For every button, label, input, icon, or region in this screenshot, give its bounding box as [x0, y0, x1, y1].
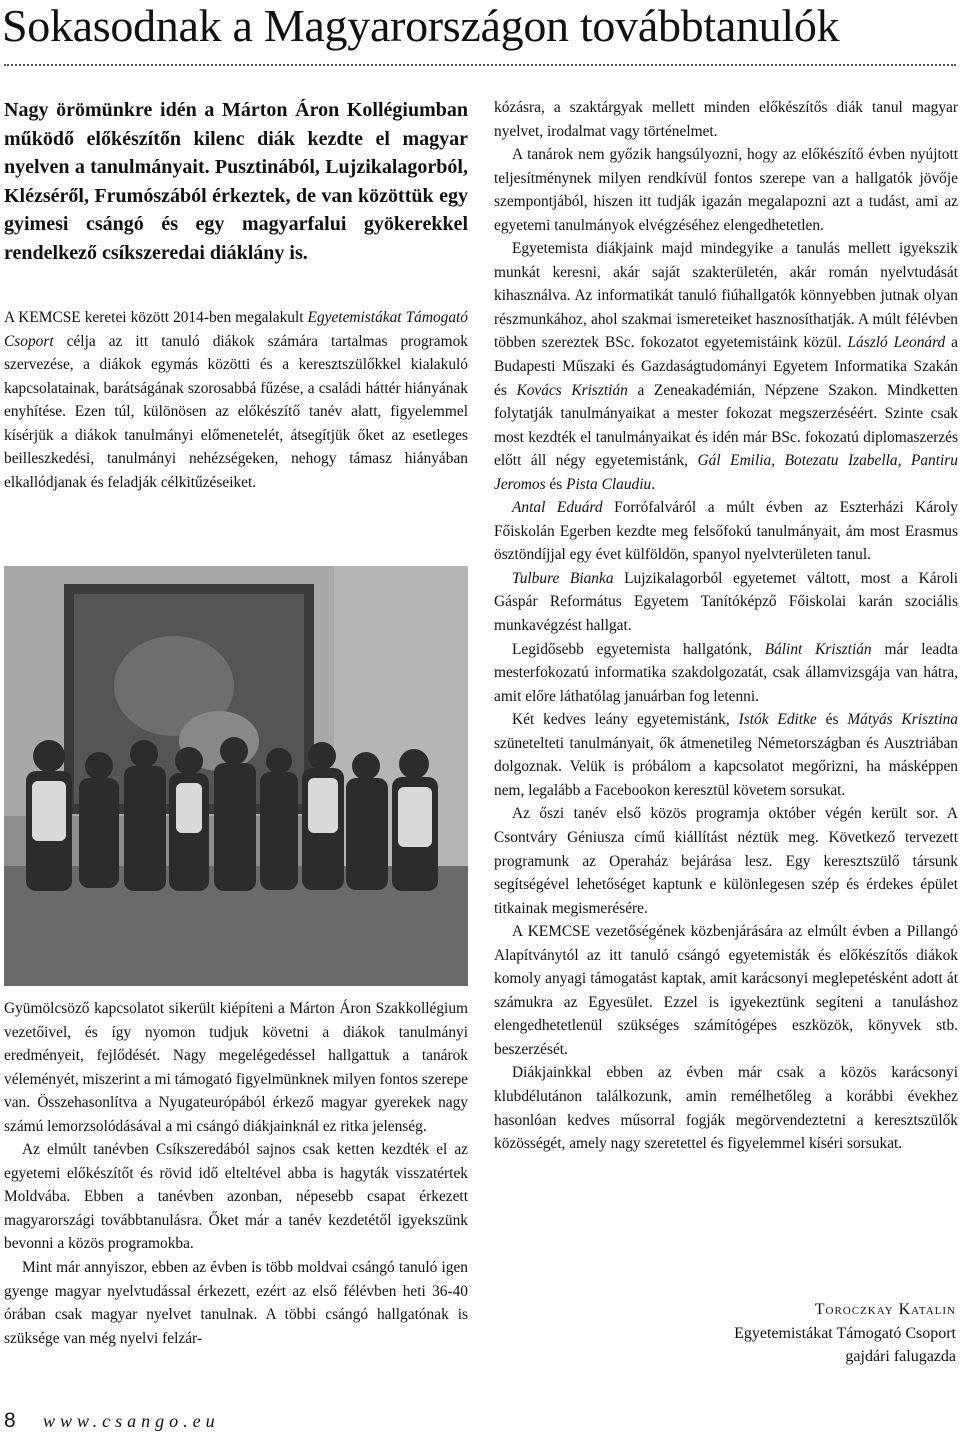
paragraph-r9: A KEMCSE vezetőségének közbenjárására az elmúlt évben a Pillangó Alapítványtól az itt tanuló csángó egyetemisták és előkészítős diákok komoly anyagi támogatást kaptak, amit karácsonyi meglepetésként adott át számukra az Egyesület. Ezzel is igyekeztünk segíteni a tanuláshoz elengedhetetlenül szükséges számítógépes eszközök, könyvek stb. beszerzését. — [494, 923, 958, 1058]
signature-block — [734, 1298, 956, 1369]
author-org: Egyetemistákat Támogató Csoport — [734, 1324, 956, 1342]
website-url: www.csango.eu — [42, 1411, 220, 1431]
right-column — [494, 96, 958, 1156]
paragraph-3: Az elmúlt tanévben Csíkszeredából sajnos csak ketten kezdték el az egyetemi előkészítőt és rövid idő elteltével abba is hagyták visszatértek Moldvába. Ebben a tanévben azonban, népesebb csapat érkezett magyarországi továbbtanulásra. Őket már a tanév kezdetétől igyekszünk bevonni a közös programokba. — [4, 1141, 468, 1253]
paragraph-r8: Az őszi tanév első közös programja október végén került sor. A Csontváry Géniusza című kiállítást néztük meg. Következő tervezett programunk az Operaház bejárása lesz. Egy keresztszülő társunk segítségével lehetőséget kaptunk e különlegesen szép és érdekes épület titkainak megismerésére. — [494, 805, 958, 917]
lead-paragraph: Nagy örömünkre idén a Márton Áron Kollégiumban működő előkészítőn kilenc diák kezdte el magyar nyelven a tanulmányait. Pusztinából, Lujzikalagorból, Klézséről, Frumószából érkeztek, de van közöttük egy gyimesi csángó és egy magyarfalui gyökerekkel rendelkező csíkszeredai diáklány is. — [4, 99, 468, 264]
group-photo — [4, 566, 468, 986]
paragraph-r10: Diákjainkkal ebben az évben már csak a közös karácsonyi klubdélutánon találkozunk, amin remélhetőleg a korábbi évekhez hasonlóan kedves műsorral fogják megörvendeztetni a keresztszülők közösségét, amely nagy szeretettel és figyelemmel kíséri sorsukat. — [494, 1064, 958, 1153]
paragraph-1: A KEMCSE keretei között 2014-ben megalakult Egyetemistákat Támogató Csoport célja az itt tanuló diákok számára tartalmas programok szervezése, a diákok egymás közötti és a keresztszülőkkel kialakuló kapcsolatainak, barátságának szorosabbá fűzése, a családi háttér hiányának enyhítése. Ezen túl, különösen az előkészítő tanév alatt, figyelemmel kísérjük a diákok tanulmányi előmenetelét, átsegítjük őket az esetleges beilleszkedési, tanulmányi nehézségeken, nehogy támasz hiányában elkallódjanak és feladják célkitűzéseiket. — [4, 309, 468, 491]
paragraph-4: Mint már annyiszor, ebben az évben is több moldvai csángó tanuló igen gyenge magyar nyelvtudással érkezett, ezért az első félévben heti 36-40 órában csak magyar nyelvet tanulnak. A többi csángó hallgatónak is szüksége van még nyelvi felzár- — [4, 1259, 468, 1347]
article-headline: Sokasodnak a Magyarországon továbbtanulók — [2, 0, 840, 51]
paragraph-r6: Legidősebb egyetemista hallgatónk, Bálint Krisztián már leadta mesterfokozatú informatika szakdolgozatát, csak államvizsgája van hátra, amit előre láthatólag januárban fog letenni. — [494, 640, 958, 705]
dotted-divider — [4, 64, 956, 66]
left-column — [4, 96, 468, 494]
paragraph-2: Gyümölcsöző kapcsolatot sikerült kiépíteni a Márton Áron Szakkollégium vezetőivel, és így nyomon tudjuk követni a diákok tanulmányi eredményeit, fejlődését. Nagy megelégedéssel hallgattuk a tanárok véleményét, miszerint a mi támogató figyelmünknek milyen fontos szerepe van. Összehasonlítva a Nyugateurópából érkező magyar gyerekek nagy számú lemorzsolódásával a mi csángó diákjainknál ez ritka jelenség. — [4, 1000, 468, 1135]
left-lower-column — [4, 997, 468, 1350]
author-name: Toroczkay Katalin — [814, 1301, 956, 1318]
paragraph-r1: kózásra, a szaktárgyak mellett minden előkészítős diák tanul magyar nyelvet, irodalmat vagy történelmet. — [494, 99, 958, 140]
paragraph-r3: Egyetemista diákjaink majd mindegyike a tanulás mellett igyekszik munkát keresni, akár saját szakterületén, akár román nyelvtudását kihasználva. Az informatikát tanuló fiúhallgatók könnyebben jutnak olyan részmunkához, ahol szakmai ismereteiket hasznosíthatják. A múlt félévben többen szereztek BSc. fokozatot egyetemistáink közül. László Leonárd a Budapesti Műszaki és Gazdaságtudományi Egyetem Informatika Szakán és Kovács Krisztián a Zeneakadémián, Népzene Szakon. Mindketten folytatják tanulmányaikat a mester fokozat megszerzéséért. Szinte csak most kezdték el tanulmányaikat és idén már BSc. fokozatú diplomaszerzés előtt áll négy egyetemistánk, Gál Emilia, Botezatu Izabella, Pantiru Jeromos és Pista Claudiu. — [494, 240, 959, 493]
paragraph-r5: Tulbure Bianka Lujzikalagorból egyetemet váltott, most a Károli Gáspár Református Egyetem Tanítóképző Főiskolai karán szociális munkavégzést hallgat. — [494, 569, 958, 635]
author-role: gajdári falugazda — [845, 1348, 956, 1365]
page-footer — [4, 1408, 220, 1433]
paragraph-r4: Antal Eduárd Forrófalváról a múlt évben az Eszterházi Károly Főiskolán Egerben kezdte meg felsőfokú tanulmányait, ám most Erasmus ösztöndíjjal egy évet külföldön, spanyol nyelvterületen tanul. — [494, 499, 959, 564]
paragraph-r2: A tanárok nem győzik hangsúlyozni, hogy az előkészítő évben nyújtott teljesítménynek milyen rendkívül fontos szerepe van a hallgatók jövője szempontjából, hiszen itt tudják igazán megalapozni azt a tudást, ami az egyetemi tanulmányok elvégzéséhez elengedhetetlen. — [494, 146, 958, 234]
page-number: 8 — [4, 1409, 16, 1432]
paragraph-r7: Két kedves leány egyetemistánk, Istók Editke és Mátyás Krisztina szünetelteti tanulmányait, ők átmenetileg Németországban és Ausztriában dolgoznak. Velük is próbálom a kapcsolatot megőrizni, ha másképpen nem, legalább a Facebookon keresztül követem sorsukat. — [494, 711, 958, 799]
